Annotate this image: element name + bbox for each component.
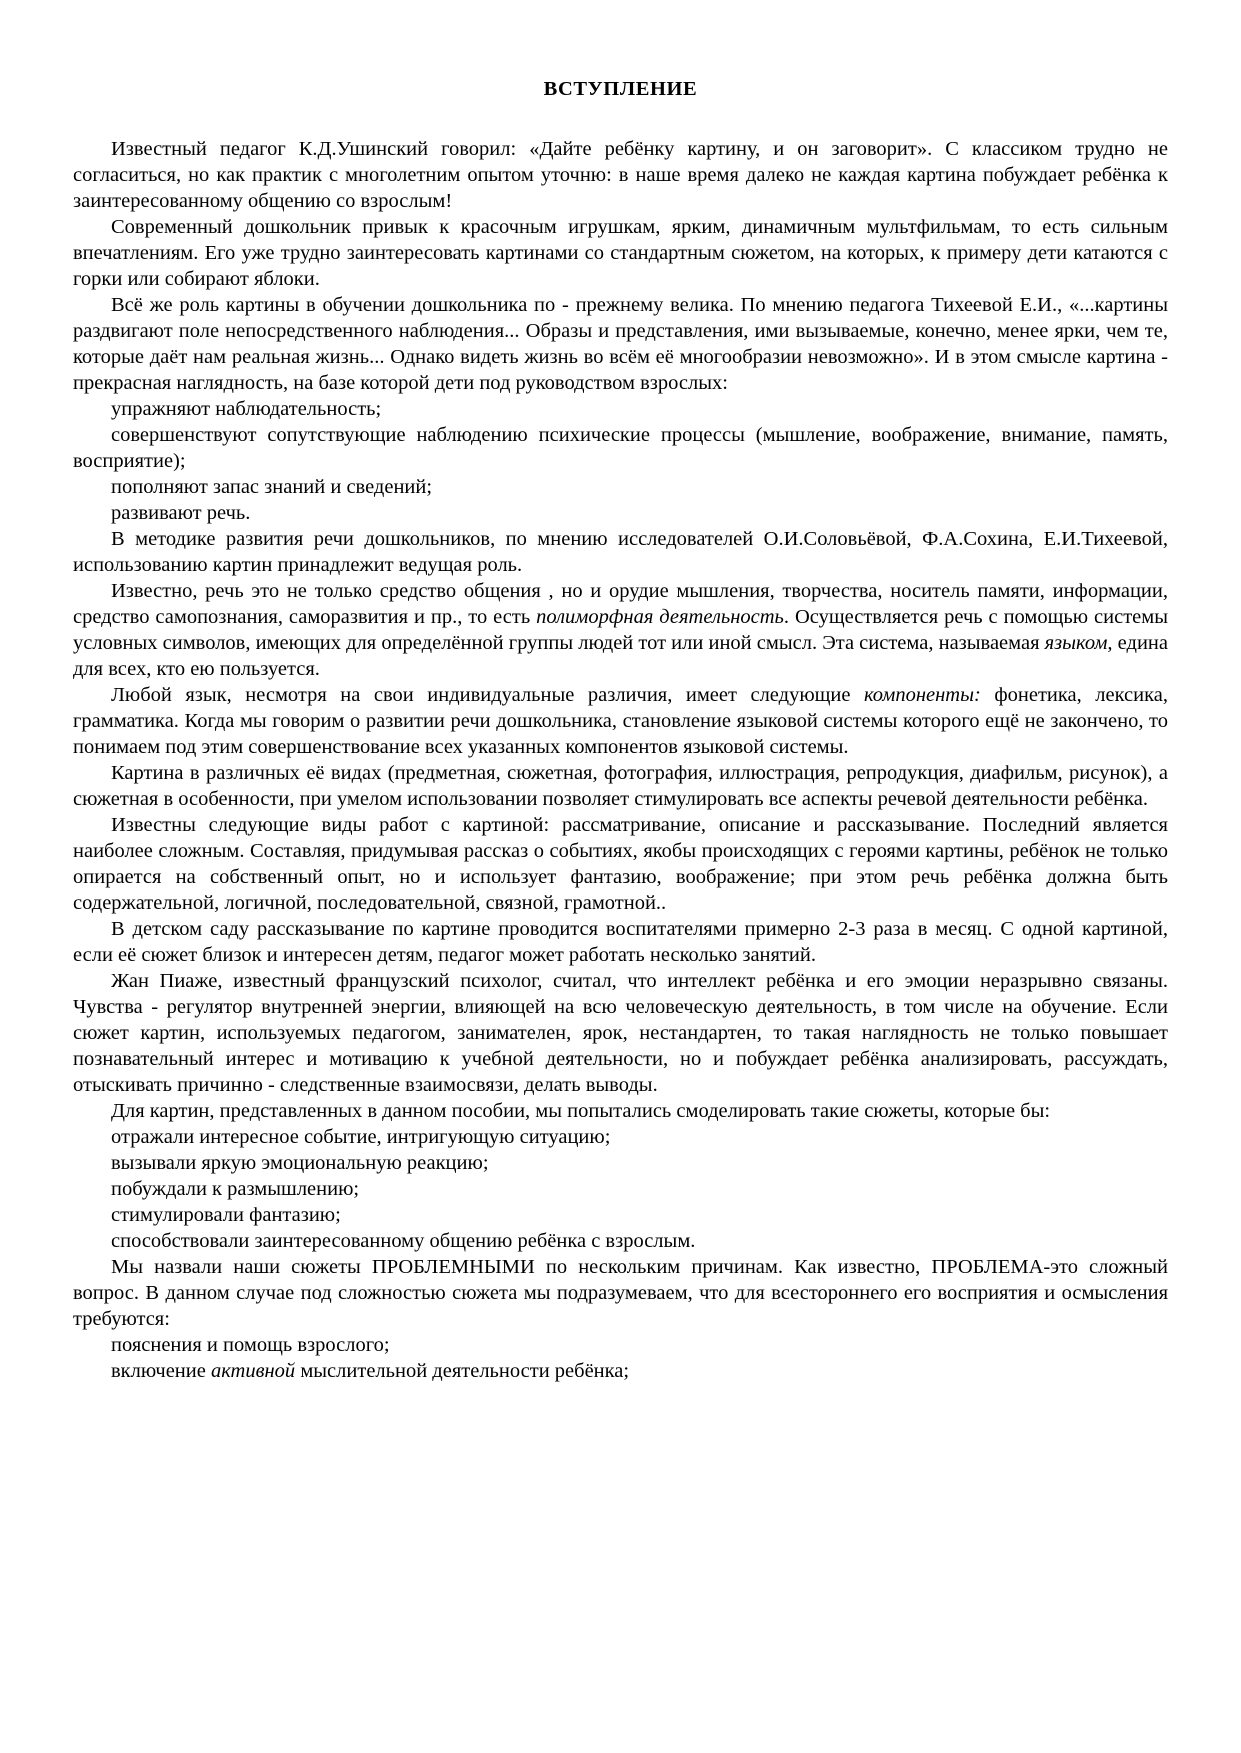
paragraph-list xyxy=(73,136,1168,1384)
paragraph xyxy=(73,682,1168,760)
paragraph: Жан Пиаже, известный французский психолог, считал, что интеллект ребёнка и его эмоции неразрывно связаны. Чувства - регулятор внутренней энергии, влияющей на всю человеческую деятельность, в том числе на обучение. Если сюжет картин, используемых педагогом, занимателен, ярок, нестандартен, то такая наглядность не только повышает познавательный интерес и мотивацию к учебной деятельности, но и побуждает ребёнка анализировать, рассуждать, отыскивать причинно - следственные взаимосвязи, делать выводы. xyxy=(73,970,1168,1096)
list-item: отражали интересное событие, интригующую ситуацию; xyxy=(111,1126,611,1148)
body-text: фонетика, лексика, грамматика. Когда мы говорим о развитии речи дошкольника, становление языковой системы которого ещё не закончено, то понимаем под этим совершенствование всех указанных компонентов языковой системы. xyxy=(73,684,1168,758)
emphasis-text: языком, xyxy=(1044,632,1113,654)
body-text: Любой язык, несмотря на свои индивидуальные различия, имеет следующие xyxy=(111,684,864,706)
paragraph: Современный дошкольник привык к красочным игрушкам, ярким, динамичным мультфильмам, то есть сильным впечатлениям. Его уже трудно заинтересовать картинами со стандартным сюжетом, на которых, к примеру дети катаются с горки или собирают яблоки. xyxy=(73,216,1168,290)
body-text: . Осуществляется речь с помощью системы условных символов, имеющих для определённой группы людей тот или иной смысл. Эта система, называемая xyxy=(73,606,1169,654)
document-body xyxy=(73,76,1168,1384)
list-item: стимулировали фантазию; xyxy=(111,1204,341,1226)
list-item: совершенствуют сопутствующие наблюдению психические процессы (мышление, воображение, внимание, память, восприятие); xyxy=(73,424,1168,472)
paragraph: Для картин, представленных в данном пособии, мы попытались смоделировать такие сюжеты, которые бы: xyxy=(111,1100,1051,1122)
list-item: вызывали яркую эмоциональную реакцию; xyxy=(111,1152,489,1174)
emphasis-text: активной xyxy=(210,1360,296,1382)
list-item: побуждали к размышлению; xyxy=(111,1178,360,1200)
list-item: пояснения и помощь взрослого; xyxy=(111,1334,390,1356)
paragraph: Известны следующие виды работ с картиной: рассматривание, описание и рассказывание. Последний является наиболее сложным. Составляя, придумывая рассказ о событиях, якобы происходящих с героями картины, ребёнок не только опирается на собственный опыт, но и использует фантазию, воображение; при этом речь ребёнка должна быть содержательной, логичной, последовательной, связной, грамотной.. xyxy=(73,814,1168,914)
emphasis-text: полиморфная деятельность xyxy=(536,606,784,628)
paragraph: В методике развития речи дошкольников, по мнению исследователей О.И.Соловьёвой, Ф.А.Сохина, Е.И.Тихеевой, использованию картин принадлежит ведущая роль. xyxy=(73,528,1168,576)
emphasis-text: компоненты: xyxy=(864,684,981,706)
list-item: упражняют наблюдательность; xyxy=(111,398,382,420)
list-item: пополняют запас знаний и сведений; xyxy=(111,476,433,498)
page-title: ВСТУПЛЕНИЕ xyxy=(543,78,698,100)
body-text: включение xyxy=(111,1360,211,1382)
body-text: Известно, речь это не только средство общения , но и орудие мышления, творчества, носитель памяти, информации, средство самопознания, саморазвития и пр., то есть xyxy=(73,580,1168,628)
paragraph xyxy=(73,578,1168,682)
paragraph: Картина в различных её видах (предметная, сюжетная, фотография, иллюстрация, репродукция, диафильм, рисунок), а сюжетная в особенности, при умелом использовании позволяет стимулировать все аспекты речевой деятельности ребёнка. xyxy=(73,762,1168,810)
list-item xyxy=(73,1358,1168,1384)
list-item: способствовали заинтересованному общению ребёнка с взрослым. xyxy=(111,1230,696,1252)
paragraph: Мы назвали наши сюжеты ПРОБЛЕМНЫМИ по нескольким причинам. Как известно, ПРОБЛЕМА-это сложный вопрос. В данном случае под сложностью сюжета мы подразумеваем, что для всестороннего его восприятия и осмысления требуются: xyxy=(73,1256,1168,1330)
body-text: мыслительной деятельности ребёнка; xyxy=(295,1360,630,1382)
list-item: развивают речь. xyxy=(111,502,251,524)
paragraph: В детском саду рассказывание по картине проводится воспитателями примерно 2-3 раза в месяц. С одной картиной, если её сюжет близок и интересен детям, педагог может работать несколько занятий. xyxy=(73,918,1168,966)
paragraph: Всё же роль картины в обучении дошкольника по - прежнему велика. По мнению педагога Тихеевой Е.И., «...картины раздвигают поле непосредственного наблюдения... Образы и представления, ими вызываемые, конечно, менее ярки, чем те, которые даёт нам реальная жизнь... Однако видеть жизнь во всём её многообразии невозможно». И в этом смысле картина - прекрасная наглядность, на базе которой дети под руководством взрослых: xyxy=(73,294,1168,394)
paragraph: Известный педагог К.Д.Ушинский говорил: «Дайте ребёнку картину, и он заговорит». С классиком трудно не согласиться, но как практик с многолетним опытом уточню: в наше время далеко не каждая картина побуждает ребёнка к заинтересованному общению со взрослым! xyxy=(73,138,1168,212)
body-text: едина для всех, кто ею пользуется. xyxy=(73,632,1168,680)
